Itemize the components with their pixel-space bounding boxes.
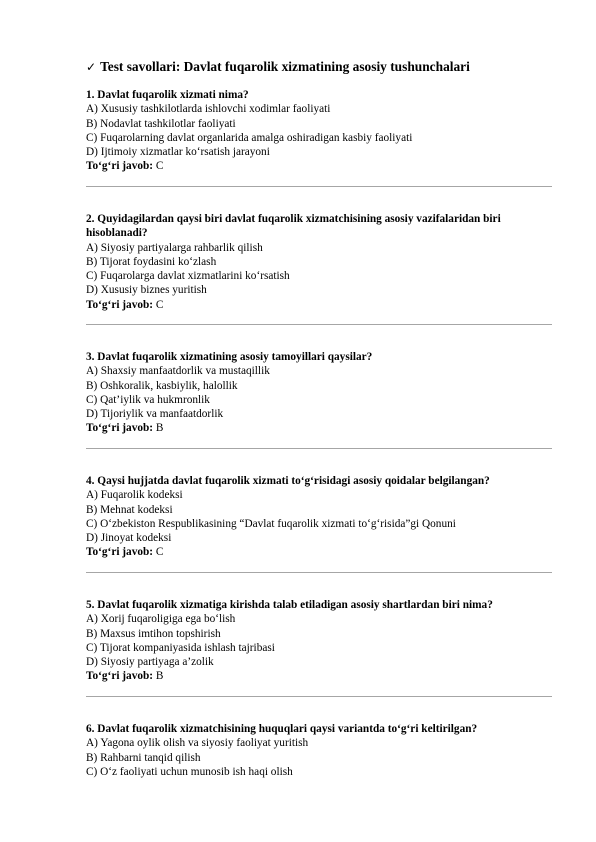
option-b: B) Tijorat foydasini ko‘zlash	[86, 255, 217, 268]
option-b: B) Mehnat kodeksi	[86, 503, 173, 516]
question-text: 1. Davlat fuqarolik xizmati nima?	[86, 89, 249, 101]
option-b: B) Nodavlat tashkilotlar faoliyati	[86, 117, 236, 130]
option-d: D) Ijtimoiy xizmatlar ko‘rsatish jarayoni	[86, 146, 270, 159]
question-text: 4. Qaysi hujjatda davlat fuqarolik xizmati to‘g‘risidagi asosiy qoidalar belgilangan?	[86, 475, 490, 487]
question-text: 2. Quyidagilardan qaysi biri davlat fuqarolik xizmatchisining asosiy vazifalaridan biri hisoblanadi?	[86, 213, 501, 240]
correct-answer	[86, 421, 556, 435]
option-b: B) Oshkoralik, kasbiylik, halollik	[86, 379, 238, 392]
question-text: 3. Davlat fuqarolik xizmatining asosiy tamoyillari qaysilar?	[86, 351, 373, 363]
page-title	[86, 58, 566, 76]
correct-answer	[86, 669, 556, 683]
question-5	[86, 598, 556, 684]
divider	[86, 696, 552, 697]
option-d: D) Tijoriylik va manfaatdorlik	[86, 408, 224, 421]
option-d: D) Xususiy biznes yuritish	[86, 284, 207, 297]
answer-label: To‘g‘ri javob:	[86, 670, 154, 683]
answer-label: To‘g‘ri javob:	[86, 546, 154, 559]
answer-label: To‘g‘ri javob:	[86, 160, 154, 173]
answer-value: B	[155, 422, 164, 435]
option-c: C) Fuqarolarga davlat xizmatlarini ko‘rsatish	[86, 270, 290, 283]
option-a: A) Shaxsiy manfaatdorlik va mustaqillik	[86, 365, 270, 378]
question-2	[86, 212, 556, 312]
option-c: C) Fuqarolarning davlat organlarida amalga oshiradigan kasbiy faoliyati	[86, 131, 413, 144]
title-text: Test savollari: Davlat fuqarolik xizmatining asosiy tushunchalari	[100, 59, 470, 74]
option-d: D) Jinoyat kodeksi	[86, 532, 172, 545]
answer-value: B	[155, 670, 164, 683]
question-3	[86, 350, 556, 436]
option-b: B) Maxsus imtihon topshirish	[86, 627, 221, 640]
question-6	[86, 722, 556, 779]
correct-answer	[86, 298, 556, 312]
option-a: A) Yagona oylik olish va siyosiy faoliyat yuritish	[86, 737, 309, 750]
option-c: C) O‘zbekiston Respublikasining “Davlat fuqarolik xizmati to‘g‘risida”gi Qonuni	[86, 517, 456, 530]
option-d: D) Siyosiy partiyaga a’zolik	[86, 656, 214, 669]
option-b: B) Rahbarni tanqid qilish	[86, 751, 201, 764]
answer-value: C	[155, 160, 164, 173]
divider	[86, 572, 552, 573]
answer-value: C	[155, 298, 164, 311]
option-c: C) O‘z faoliyati uchun munosib ish haqi olish	[86, 765, 293, 778]
question-1	[86, 88, 556, 174]
correct-answer	[86, 159, 556, 173]
option-a: A) Xorij fuqaroligiga ega bo‘lish	[86, 613, 236, 626]
checkmark-icon: ✓	[86, 60, 97, 74]
divider	[86, 448, 552, 449]
divider	[86, 186, 552, 187]
question-4	[86, 474, 556, 560]
question-text: 6. Davlat fuqarolik xizmatchisining huquqlari qaysi variantda to‘g‘ri keltirilgan?	[86, 723, 478, 735]
option-a: A) Xususiy tashkilotlarda ishlovchi xodimlar faoliyati	[86, 103, 331, 116]
option-a: A) Fuqarolik kodeksi	[86, 489, 183, 502]
question-text: 5. Davlat fuqarolik xizmatiga kirishda talab etiladigan asosiy shartlardan biri nima?	[86, 599, 493, 611]
divider	[86, 324, 552, 325]
option-c: C) Qat’iylik va hukmronlik	[86, 393, 210, 406]
answer-label: To‘g‘ri javob:	[86, 422, 154, 435]
option-c: C) Tijorat kompaniyasida ishlash tajribasi	[86, 641, 275, 654]
correct-answer	[86, 545, 556, 559]
answer-value: C	[155, 546, 164, 559]
option-a: A) Siyosiy partiyalarga rahbarlik qilish	[86, 241, 263, 254]
answer-label: To‘g‘ri javob:	[86, 298, 154, 311]
